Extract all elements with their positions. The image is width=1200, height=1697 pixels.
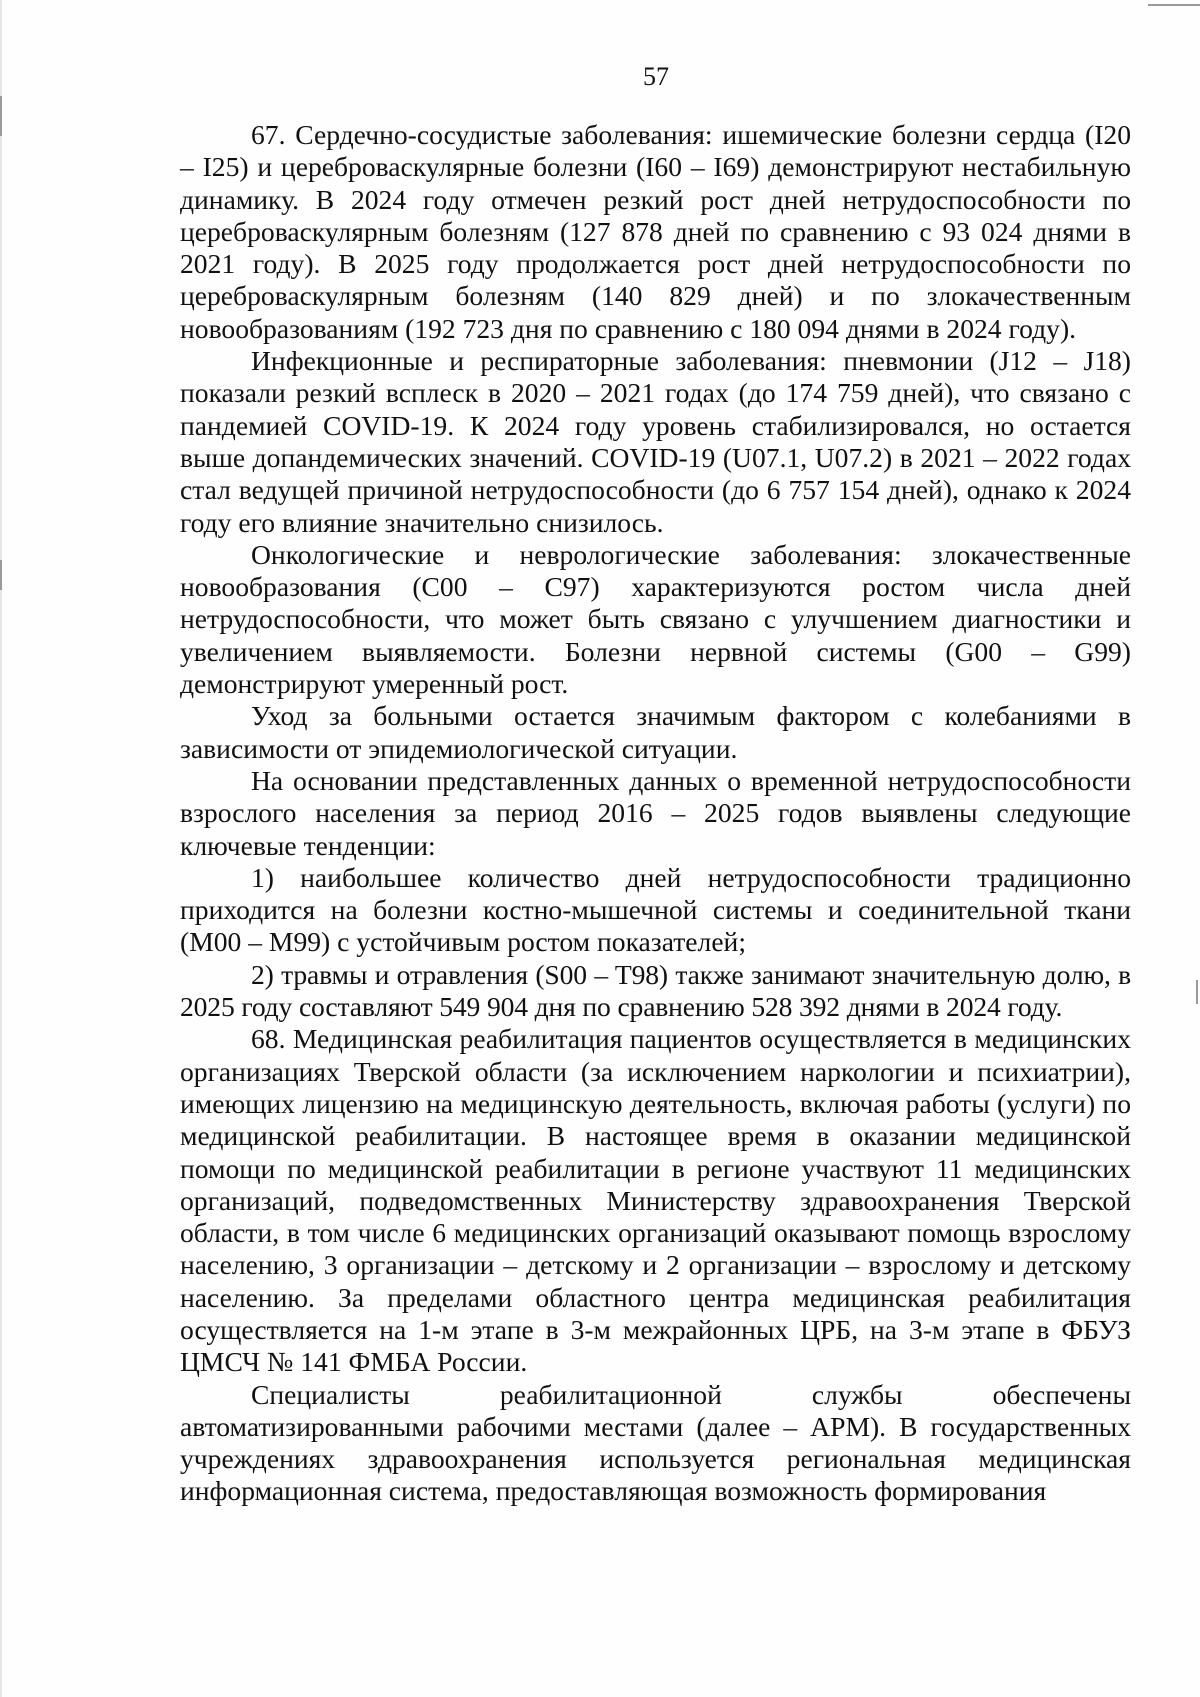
paragraph-rehabilitation: 68. Медицинская реабилитация пациентов осуществляется в медицинских организациях Тверской области (за исключением наркологии и психиатрии), имеющих лицензию на медицинскую деятельность, включая работы (услуги) по медицинской реабилитации. В настоящее время в оказании медицинской помощи по медицинской реабилитации в регионе участвуют 11 медицинских организаций, подведомственных Министерству здравоохранения Тверской области, в том числе 6 медицинских организаций оказывают помощь взрослому населению, 3 организации – детскому и 2 организации – взрослому и детскому населению. За пределами областного центра медицинская реабилитация осуществляется на 1-м этапе в 3-м межрайонных ЦРБ, на 3-м этапе в ФБУЗ ЦМСЧ № 141 ФМБА России. (180, 1023, 1131, 1378)
scan-mark-left-1 (0, 96, 2, 136)
paragraph-trend-2: 2) травмы и отравления (S00 – T98) также занимают значительную долю, в 2025 году составляют 549 904 дня по сравнению 528 392 днями в 2024 году. (180, 958, 1131, 1023)
paragraph-patient-care: Уход за больными остается значимым фактором с колебаниями в зависимости от эпидемиологической ситуации. (180, 700, 1131, 764)
scan-mark-top-right (1148, 4, 1200, 6)
paragraph-cardiovascular: 67. Сердечно-сосудистые заболевания: ишемические болезни сердца (I20 – I25) и цереброваскулярные болезни (I60 – I69) демонстрируют нестабильную динамику. В 2024 году отмечен резкий рост дней нетрудоспособности по цереброваскулярным болезням (127 878 дней по сравнению с 93 024 днями в 2021 году). В 2025 году продолжается рост дней нетрудоспособности по цереброваскулярным болезням (140 829 дней) и по злокачественным новообразованиям (192 723 дня по сравнению с 180 094 днями в 2024 году). (180, 119, 1131, 344)
paragraph-infectious: Инфекционные и респираторные заболевания: пневмонии (J12 – J18) показали резкий всплеск в 2020 – 2021 годах (до 174 759 дней), что связано с пандемией COVID-19. К 2024 году уровень стабилизировался, но остается выше допандемических значений. COVID-19 (U07.1, U07.2) в 2021 – 2022 годах стал ведущей причиной нетрудоспособности (до 6 757 154 дней), однако к 2024 году его влияние значительно снизилось. (180, 345, 1131, 538)
scan-mark-left-2 (0, 560, 2, 590)
paragraph-specialists: Специалисты реабилитационной службы обеспечены автоматизированными рабочими местами (далее – АРМ). В государственных учреждениях здравоохранения используется региональная медицинская информационная система, предоставляющая возможность формирования (180, 1378, 1131, 1507)
scan-left-edge (0, 0, 2, 1697)
paragraph-trends-intro: На основании представленных данных о временной нетрудоспособности взрослого населения за период 2016 – 2025 годов выявлены следующие ключевые тенденции: (180, 764, 1131, 861)
paragraph-oncology-neurology: Онкологические и неврологические заболевания: злокачественные новообразования (C00 – C97) характеризуются ростом числа дней нетрудоспособности, что может быть связано с улучшением диагностики и увеличением выявляемости. Болезни нервной системы (G00 – G99) демонстрируют умеренный рост. (180, 538, 1131, 700)
document-body (180, 119, 1131, 1508)
scan-mark-right-1 (1196, 980, 1198, 1004)
paragraph-trend-1: 1) наибольшее количество дней нетрудоспособности традиционно приходится на болезни костно-мышечной системы и соединительной ткани (M00 – M99) с устойчивым ростом показателей; (180, 861, 1131, 958)
page-number: 57 (643, 62, 669, 91)
